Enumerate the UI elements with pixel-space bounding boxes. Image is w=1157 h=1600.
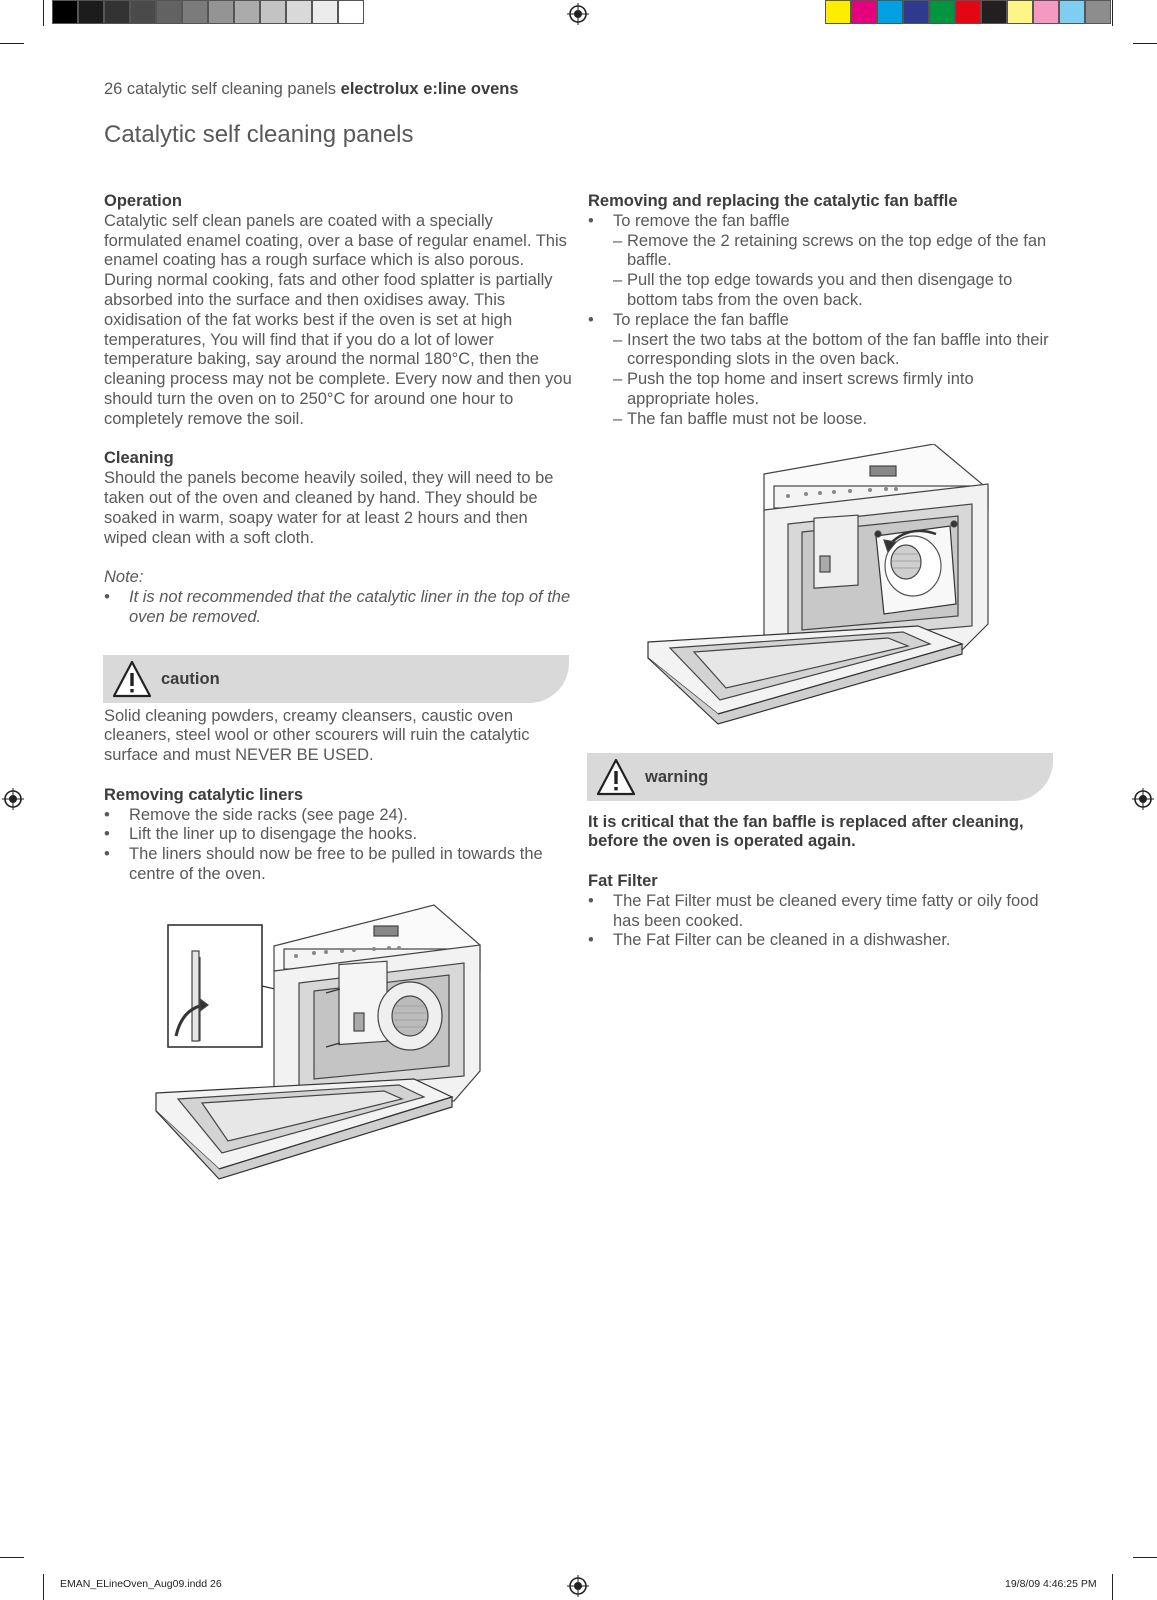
- color-swatch: [260, 0, 286, 24]
- color-swatch: [182, 0, 208, 24]
- color-swatch: [312, 0, 338, 24]
- crop-mark: [43, 0, 44, 26]
- list-item: • Remove the side racks (see page 24).: [104, 806, 574, 826]
- color-swatch: [825, 0, 851, 24]
- list-item: [588, 311, 1058, 430]
- left-column: [104, 192, 574, 1191]
- remove-label: To remove the fan baffle: [613, 211, 790, 230]
- crop-mark: [1133, 1557, 1157, 1558]
- color-swatch: [955, 0, 981, 24]
- cleaning-heading: Cleaning: [104, 449, 174, 468]
- color-swatch: [234, 0, 260, 24]
- header-brand: electrolux e:line ovens: [340, 80, 519, 98]
- color-swatch: [1007, 0, 1033, 24]
- fat-filter-heading: Fat Filter: [588, 871, 658, 890]
- page-title: Catalytic self cleaning panels: [104, 121, 414, 148]
- step-item: – Pull the top edge towards you and then disengage to bottom tabs from the oven back.: [613, 271, 1058, 311]
- crop-mark: [1112, 0, 1113, 26]
- color-swatch: [851, 0, 877, 24]
- slug-filename: EMAN_ELineOven_Aug09.indd 26: [60, 1578, 222, 1590]
- crop-mark: [1133, 43, 1157, 44]
- registration-mark-icon: [1132, 788, 1154, 810]
- note-label: Note:: [104, 568, 144, 587]
- color-swatch: [104, 0, 130, 24]
- color-swatch: [1059, 0, 1085, 24]
- color-swatch: [981, 0, 1007, 24]
- caution-banner: [103, 655, 569, 703]
- crop-mark: [43, 1574, 44, 1600]
- step-item: – Push the top home and insert screws firmly into appropriate holes.: [613, 370, 1058, 410]
- step-item: – Remove the 2 retaining screws on the top edge of the fan baffle.: [613, 232, 1058, 272]
- warning-triangle-icon: [595, 756, 637, 798]
- fan-baffle-illustration: [588, 444, 1058, 729]
- list-item: • Lift the liner up to disengage the hooks.: [104, 825, 574, 845]
- process-color-bar: [825, 0, 1111, 26]
- color-swatch: [78, 0, 104, 24]
- registration-mark-icon: [567, 3, 589, 25]
- color-swatch: [52, 0, 78, 24]
- registration-mark-icon: [2, 788, 24, 810]
- color-swatch: [286, 0, 312, 24]
- note-list: [104, 588, 574, 628]
- replace-label: To replace the fan baffle: [613, 310, 789, 329]
- header-section: 26 catalytic self cleaning panels: [104, 80, 337, 98]
- registration-mark-icon: [567, 1575, 589, 1597]
- color-swatch: [877, 0, 903, 24]
- step-item: – Insert the two tabs at the bottom of the fan baffle into their corresponding slots in the oven back.: [613, 331, 1058, 371]
- step-item: – The fan baffle must not be loose.: [613, 410, 1058, 430]
- color-swatch: [1033, 0, 1059, 24]
- warning-body: It is critical that the fan baffle is replaced after cleaning, before the oven is operated again.: [588, 812, 1024, 851]
- color-swatch: [156, 0, 182, 24]
- oven-liner-removal-illustration: [104, 901, 574, 1191]
- list-item: • The Fat Filter can be cleaned in a dishwasher.: [588, 931, 1058, 951]
- warning-label: warning: [645, 767, 709, 786]
- removing-liners-heading: Removing catalytic liners: [104, 785, 303, 804]
- cleaning-body: Should the panels become heavily soiled, they will need to be taken out of the oven and cleaned by hand. They should be soaked in warm, soapy water for at least 2 hours and then wiped clean with a soft cloth.: [104, 469, 554, 547]
- note-item: • It is not recommended that the catalytic liner in the top of the oven be removed.: [104, 588, 574, 628]
- crop-mark: [0, 1557, 24, 1558]
- list-item: • The liners should now be free to be pulled in towards the centre of the oven.: [104, 845, 574, 885]
- slug-timestamp: 19/8/09 4:46:25 PM: [1005, 1578, 1097, 1590]
- operation-heading: Operation: [104, 192, 182, 210]
- right-column: [588, 192, 1058, 951]
- fan-baffle-list: [588, 212, 1058, 430]
- color-swatch: [208, 0, 234, 24]
- running-header: [104, 80, 519, 99]
- fan-baffle-heading: Removing and replacing the catalytic fan baffle: [588, 192, 958, 210]
- caution-label: caution: [161, 669, 220, 688]
- remove-steps: [613, 232, 1058, 311]
- color-swatch: [903, 0, 929, 24]
- crop-mark: [1112, 1574, 1113, 1600]
- fat-filter-list: [588, 892, 1058, 951]
- caution-triangle-icon: [111, 658, 153, 700]
- replace-steps: [613, 331, 1058, 430]
- color-swatch: [1085, 0, 1111, 24]
- caution-body: Solid cleaning powders, creamy cleansers, caustic oven cleaners, steel wool or other scourers will ruin the catalytic surface and must NEVER BE USED.: [104, 706, 530, 765]
- color-swatch: [929, 0, 955, 24]
- removing-liners-list: [104, 806, 574, 885]
- color-swatch: [130, 0, 156, 24]
- warning-banner: [587, 753, 1053, 801]
- list-item: [588, 212, 1058, 311]
- list-item: • The Fat Filter must be cleaned every time fatty or oily food has been cooked.: [588, 892, 1058, 932]
- operation-body: Catalytic self clean panels are coated with a specially formulated enamel coating, over a base of regular enamel. This enamel coating has a rough surface which is also porous. During normal cooking, fats and other food splatter is partially absorbed into the surface and then oxidises away. This oxidisation of the fat works best if the oven is set at high temperatures, You will find that if you do a lot of lower temperature baking, say around the normal 180°C, then the cleaning process may not be complete. Every now and then you should turn the oven on to 250°C for around one hour to completely remove the soil.: [104, 211, 572, 428]
- crop-mark: [0, 43, 24, 44]
- color-swatch: [338, 0, 364, 24]
- grayscale-color-bar: [52, 0, 364, 26]
